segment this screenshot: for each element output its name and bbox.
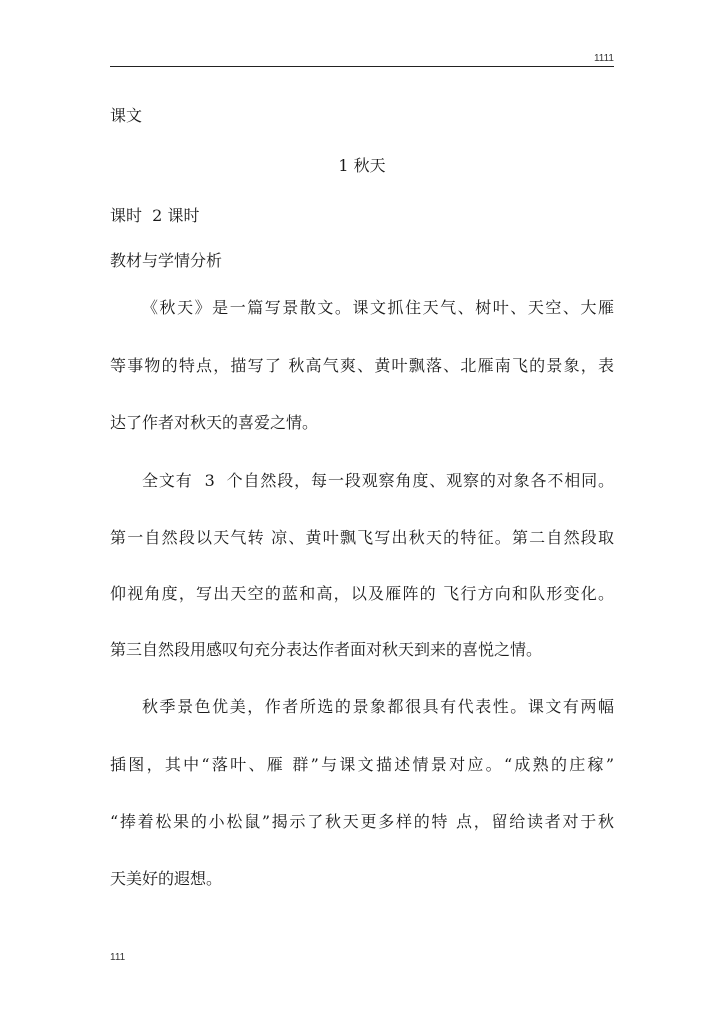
paragraph-1-line-3: 达了作者对秋天的喜爱之情。 (110, 413, 319, 432)
header-divider (110, 66, 614, 67)
paragraph-3-line-3: “捧着松果的小松鼠”揭示了秋天更多样的特 点，留给读者对于秋 (110, 812, 614, 831)
paragraph-3-line-1: 秋季景色优美，作者所选的景象都很具有代表性。课文有两幅 (142, 697, 614, 716)
footer-page-number: 111 (110, 952, 126, 963)
paragraph-1-line-1: 《秋天》是一篇写景散文。课文抓住天气、树叶、天空、大雁 (142, 298, 614, 317)
lesson-title: 1 秋天 (338, 156, 386, 175)
analysis-heading: 教材与学情分析 (110, 251, 223, 270)
paragraph-1-line-2: 等事物的特点，描写了 秋高气爽、黄叶飘落、北雁南飞的景象，表 (110, 356, 614, 375)
paragraph-3-line-2: 插图，其中“落叶、雁 群”与课文描述情景对应。“成熟的庄稼” (110, 755, 614, 774)
paragraph-2-line-2: 第一自然段以天气转 凉、黄叶飘飞写出秋天的特征。第二自然段取 (110, 528, 614, 547)
header-page-number: 1111 (593, 53, 614, 64)
class-hours: 课时 2 课时 (110, 206, 200, 225)
paragraph-2-line-1: 全文有 3 个自然段，每一段观察角度、观察的对象各不相同。 (142, 471, 614, 490)
paragraph-3-line-4: 天美好的遐想。 (110, 869, 223, 888)
paragraph-2-line-4: 第三自然段用感叹句充分表达作者面对秋天到来的喜悦之情。 (110, 640, 543, 659)
paragraph-2-line-3: 仰视角度，写出天空的蓝和高，以及雁阵的 飞行方向和队形变化。 (110, 584, 614, 603)
section-label: 课文 (110, 106, 143, 125)
